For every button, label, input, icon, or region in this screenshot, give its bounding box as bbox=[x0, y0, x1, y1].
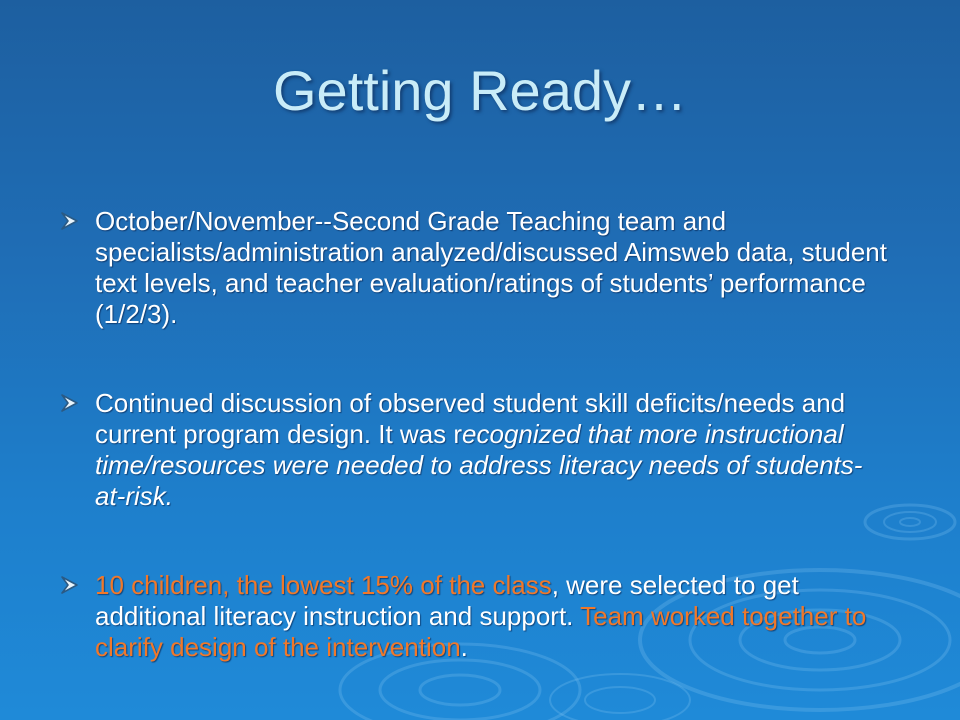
bullet-text: , were selected to get additional literacy instruction and support. bbox=[95, 570, 799, 631]
bullet-item-2 bbox=[60, 388, 890, 512]
arrowhead-bullet-icon bbox=[60, 211, 80, 231]
slide-title: Getting Ready… bbox=[273, 59, 687, 122]
bullet-text: . bbox=[460, 632, 468, 662]
bullet-item-1 bbox=[60, 206, 890, 330]
arrowhead-bullet-icon bbox=[60, 393, 80, 413]
highlight-text: Team worked together to clarify design of the intervention bbox=[95, 601, 867, 662]
bullet-text: Continued discussion of observed student skill deficits/needs and current program design. It was r bbox=[95, 388, 846, 449]
bullet-text: October/November--Second Grade Teaching team and specialists/administration analyzed/discussed Aimsweb data, student text levels, and teacher evaluation/ratings of students’ performance (1/2/3). bbox=[95, 206, 887, 329]
bullet-item-3 bbox=[60, 570, 890, 663]
bullet-text-italic: ecognized that more instructional time/resources were needed to address literacy needs of students-at-risk. bbox=[95, 419, 863, 511]
highlight-text: 10 children, the lowest 15% of the class bbox=[95, 570, 552, 600]
bullet-list bbox=[60, 206, 890, 663]
arrowhead-bullet-icon bbox=[60, 575, 80, 595]
